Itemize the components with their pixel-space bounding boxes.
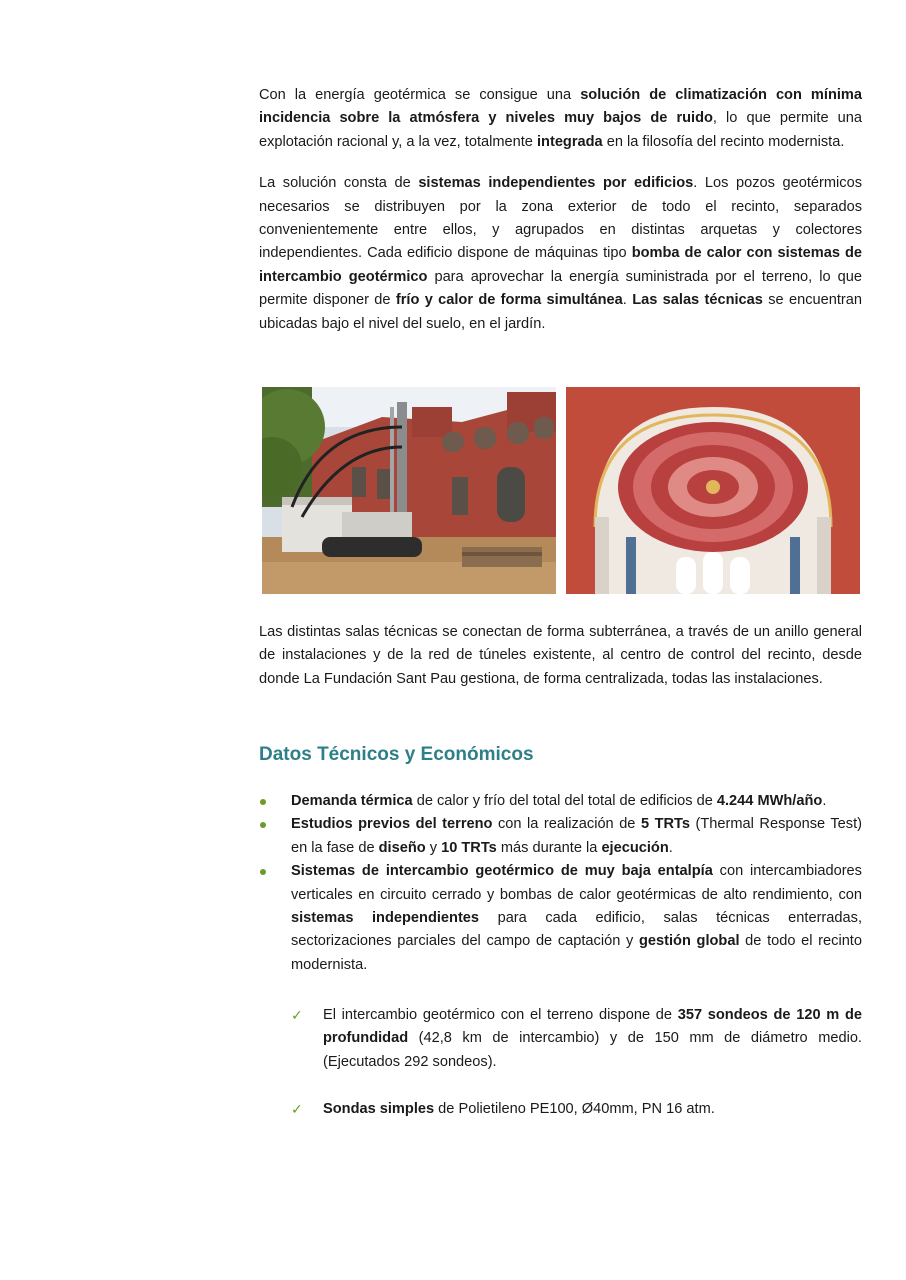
text-run: El intercambio geotérmico con el terreno dispone de [323,1007,678,1023]
bold-run: 357 sondeos de 120 m de profundidad [323,1007,862,1047]
bold-run: solución de climatización con mínima incidencia sobre la atmósfera y niveles muy bajos de ruido [259,87,863,127]
dome-interior-photo [566,387,860,594]
text-run: (Thermal Response Test) en la fase de [291,816,863,856]
bold-run: bomba de calor con sistemas de intercambio geotérmico [259,245,862,285]
borehole-details-list [291,1004,862,1122]
check-list-item [291,1004,862,1074]
paragraph-solution [259,172,862,336]
bold-run: ejecución [601,839,669,856]
text-run: (42,8 km de intercambio) y de 150 mm de diámetro medio. (Ejecutados 292 sondeos). [323,1030,862,1070]
paragraph-geothermal-intro [259,84,862,154]
text-run: . [668,839,673,856]
bold-run: 10 TRTs [441,839,497,856]
text-run: para cada edificio, salas técnicas enterradas, sectorizaciones parciales del campo de captación y [291,910,862,950]
text-run: se encuentran ubicadas bajo el nivel del suelo, en el jardín. [259,292,863,332]
text-run: con intercambiadores verticales en circuito cerrado y bombas de calor geotérmicas de alto rendimiento, con [291,863,862,903]
text-run: para aprovechar la energía suministrada por el terreno, lo que permite disponer de [259,268,863,309]
photo-strip [262,387,860,595]
drilling-rig-illustration [262,387,556,594]
bold-run: Sondas simples [323,1101,435,1118]
text-run: de Polietileno PE100, Ø40mm, PN 16 atm. [434,1101,715,1118]
text-run: , lo que permite una explotación racional y, a la vez, totalmente [259,110,862,150]
bold-run: integrada [536,133,603,150]
section-heading: Datos Técnicos y Económicos [259,744,534,765]
paragraph-technical-rooms [259,621,862,691]
bullet-dot-icon [260,822,266,828]
bold-run: frío y calor de forma simultánea [395,292,623,309]
bold-run: sistemas independientes [291,910,480,927]
bold-run: diseño [378,839,426,856]
check-mark-icon: ✓ [291,1007,303,1023]
text-run: con la realización de [492,816,641,833]
bold-run: Estudios previos del terreno [291,816,493,833]
document-page [259,84,862,336]
list-item [259,813,862,860]
text-run: de calor y frío del total del total de edificios de [412,793,717,809]
check-list-item [291,1098,862,1121]
list-item [259,790,862,813]
dome-ceiling-illustration [566,387,860,594]
text-run: más durante la [496,839,602,856]
text-run: . [822,793,827,809]
text-run: . Los pozos geotérmicos necesarios se distribuyen por la zona exterior de todo el recinto, separados convenientemente entre ellos, y agrupados en distintas arquetas y colectores independientes. Cada edificio dispone de máquinas tipo [259,175,863,262]
bold-run: 5 TRTs [640,816,690,833]
check-mark-icon: ✓ [291,1101,303,1118]
text-run: de todo el recinto modernista. [291,933,862,973]
bold-run: Sistemas de intercambio geotérmico de muy baja entalpía [291,863,713,880]
drilling-rig-photo [262,387,556,594]
bullet-dot-icon [260,869,266,875]
text-run: y [425,839,442,856]
text-run: Las distintas salas técnicas se conectan de forma subterránea, a través de un anillo general de instalaciones y de la red de túneles existente, al centro de control del recinto, desde donde La Fundación Sant Pau gestiona, de forma centralizada, todas las instalaciones. [259,624,862,687]
text-run: en la filosofía del recinto modernista. [602,133,845,150]
bold-run: sistemas independientes por edificios [418,175,694,192]
bold-run: Las salas técnicas [632,292,763,309]
text-run: . [622,292,633,309]
bold-run: Demanda térmica [291,793,413,809]
technical-data-list [259,790,862,977]
list-item [259,860,862,977]
bullet-dot-icon [260,799,266,805]
text-run: La solución consta de [259,175,419,192]
bold-run: gestión global [638,933,740,950]
bold-run: 4.244 MWh/año [716,793,823,809]
text-run: Con la energía geotérmica se consigue una [259,87,581,103]
